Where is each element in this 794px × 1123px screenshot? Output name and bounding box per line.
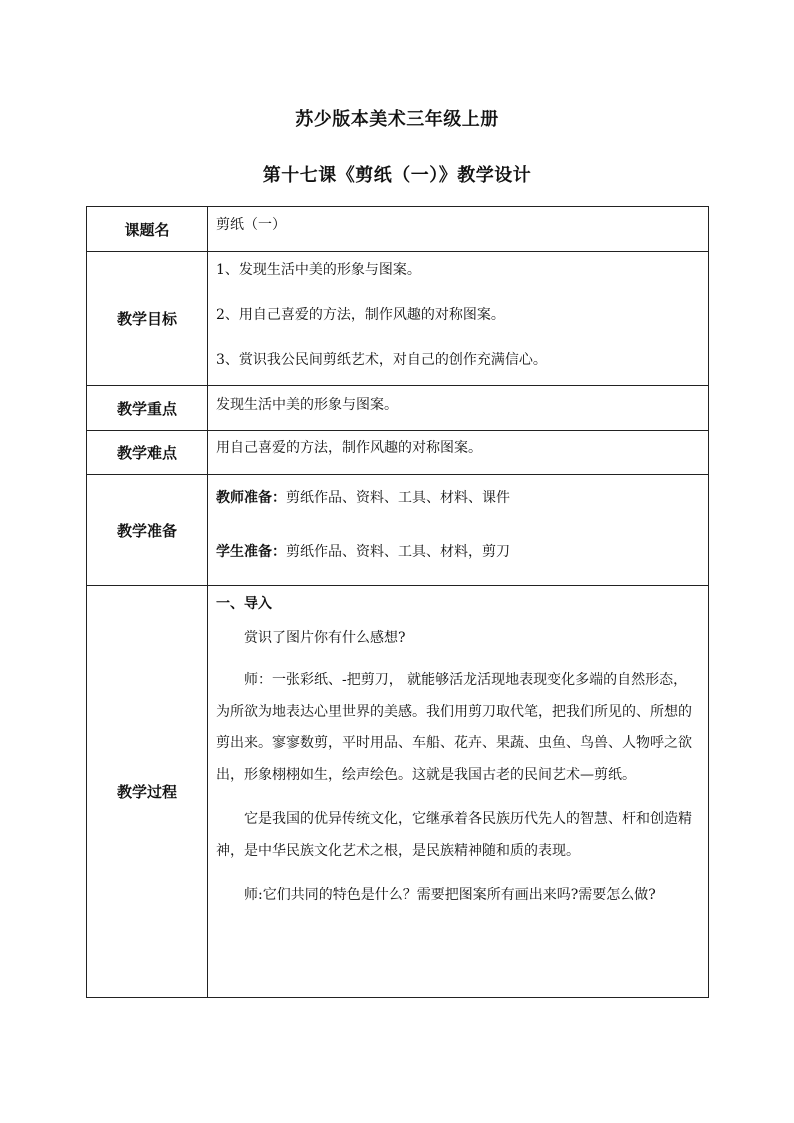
difficulties-text: 用自己喜爱的方法，制作风趣的对称图案。 [216, 440, 482, 456]
preparation-label: 教学准备 [87, 475, 208, 586]
table-row-goals [87, 252, 709, 386]
process-paragraph: 师:它们共同的特色是什么？需要把图案所有画出来吗?需要怎么做? [244, 887, 656, 903]
topic-text: 剪纸（一） [216, 217, 286, 233]
process-paragraph: 师：一张彩纸、-把剪刀， 就能够活龙活现地表现变化多端的自然形态，为所欲为地表达心里世界的美感。我们用剪刀取代笔，把我们所见的、所想的剪出来。寥寥数剪，平时用品、车船、花卉、果蔬、虫鱼、鸟兽、人物呼之欲出，形象栩栩如生，绘声绘色。这就是我国古老的民间艺术—剪纸。 [216, 672, 692, 783]
process-label: 教学过程 [87, 586, 208, 998]
goals-label: 教学目标 [87, 252, 208, 386]
table-row-preparation [87, 475, 709, 586]
process-value [208, 586, 709, 998]
table-row-difficulties [87, 431, 709, 475]
lesson-plan-table [86, 206, 709, 998]
teacher-preparation-label: 教师准备： [216, 490, 286, 506]
process-heading: 一、导入 [216, 596, 272, 612]
preparation-value [208, 475, 709, 586]
goal-item: 1、发现生活中美的形象与图案。 [216, 262, 421, 278]
teacher-preparation-text: 剪纸作品、资料、工具、材料、课件 [286, 490, 510, 506]
topic-value [208, 207, 709, 252]
difficulties-value [208, 431, 709, 475]
key-points-value [208, 386, 709, 431]
student-preparation-text: 剪纸作品、资料、工具、材料，剪刀 [286, 544, 510, 560]
difficulties-label: 教学难点 [87, 431, 208, 475]
goal-item: 2、用自己喜爱的方法，制作风趣的对称图案。 [216, 307, 505, 323]
student-preparation [216, 541, 700, 563]
goal-item: 3、赏识我公民间剪纸艺术，对自己的创作充满信心。 [216, 352, 547, 368]
teacher-preparation [216, 487, 700, 509]
key-points-text: 发现生活中美的形象与图案。 [216, 397, 398, 413]
topic-label: 课题名 [87, 207, 208, 252]
table-row-key-points [87, 386, 709, 431]
process-paragraph: 赏识了图片你有什么感想? [244, 630, 406, 646]
table-row-process [87, 586, 709, 998]
table-row-topic [87, 207, 709, 252]
document-title: 苏少版本美术三年级上册 [295, 109, 499, 130]
goals-list [208, 252, 709, 386]
student-preparation-label: 学生准备： [216, 544, 286, 560]
lesson-title: 第十七课《剪纸（一）》教学设计 [262, 165, 532, 186]
key-points-label: 教学重点 [87, 386, 208, 431]
process-paragraph: 它是我国的优异传统文化，它继承着各民族历代先人的智慧、杆和创造精神，是中华民族文化艺术之根，是民族精神随和质的表现。 [216, 811, 692, 859]
